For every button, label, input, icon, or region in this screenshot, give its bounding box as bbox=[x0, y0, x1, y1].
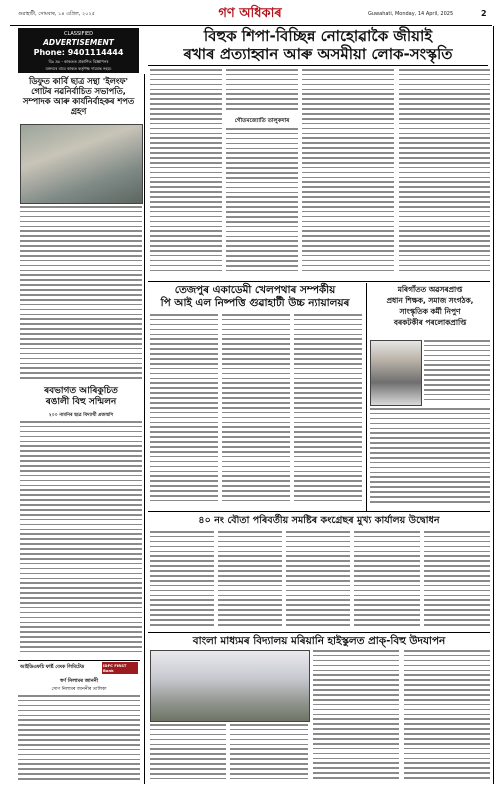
top-article-col-2b bbox=[226, 128, 298, 279]
masthead-rule bbox=[10, 25, 492, 26]
bottom-headline-top-rule bbox=[148, 632, 490, 633]
lower-article-col-1 bbox=[150, 531, 214, 629]
left-body-text bbox=[20, 206, 142, 384]
bottom-article-col-c bbox=[313, 650, 399, 784]
lower-article-col-5 bbox=[424, 531, 490, 629]
classified-box bbox=[18, 28, 139, 73]
top-article-col-2 bbox=[226, 69, 298, 115]
left-mid-headline-line-1: ৰবভাগত আৰিকুচিত bbox=[44, 386, 118, 396]
left-headline: ডিফুত কাৰ্বি ছাত্ৰ সন্থা 'ইলংফ' গোটৰ নৱনিৰ্বাচিত সভাপতি, সম্পাদক আৰু কাৰ্যনিৰ্বাহকৰ শপত গ্ৰহণ bbox=[22, 76, 135, 116]
lower-headline-top-rule bbox=[148, 511, 490, 512]
lower-headline: ৪০ নং বৌতা পৰিবৰ্তীয় সমষ্টিৰ কংগ্ৰেছৰ মুখ্য কাৰ্যালয় উদ্বোধন bbox=[198, 515, 440, 526]
top-article-byline: গৌতমজ্যোতি তালুকদাৰ bbox=[234, 118, 290, 124]
top-article-col-1 bbox=[150, 69, 222, 279]
mid-right-column-rule bbox=[366, 283, 367, 511]
left-mid-body-text bbox=[20, 421, 142, 657]
top-headline-rule bbox=[148, 65, 488, 66]
bottom-article-photo bbox=[150, 650, 310, 722]
bottom-headline: বাংলা মাধ্যমৰ বিদ্যালয় মৰিয়ানি হাইস্কুলত প্ৰাক্-বিহু উদযাপন bbox=[192, 635, 446, 647]
classified-label: CLASSIFIED bbox=[64, 31, 93, 37]
date-left: গুৱাহাটী, সোমবাৰ, ১৪ এপ্ৰিল, ২০২৫ bbox=[18, 11, 95, 17]
bank-notice bbox=[18, 662, 140, 784]
column-rule-right bbox=[493, 26, 494, 784]
left-article-photo bbox=[20, 124, 143, 204]
bank-notice-heading: স্বৰ্ণ নিলামৰ জাননী bbox=[59, 678, 99, 684]
top-article-col-4 bbox=[399, 69, 490, 279]
bank-notice-subheading: সোণ নিলামৰ জাননীৰ তালিকা bbox=[51, 687, 107, 692]
bank-logo: IDFC FIRST Bank bbox=[102, 662, 138, 674]
classified-phone: Phone: 9401114444 bbox=[33, 48, 124, 57]
right-article-text-b bbox=[370, 408, 490, 510]
right-headline-line-2: প্ৰধান শিক্ষক, সমাজ সংগঠক, bbox=[386, 296, 474, 305]
date-right: Guwahati, Monday, 14 April, 2025 bbox=[368, 11, 454, 17]
top-headline-line-1: বিহুক শিপা-বিচ্ছিন্ন নোহোৱাকৈ জীয়াই bbox=[203, 27, 433, 45]
logo-text: গণ অধিকাৰ bbox=[218, 6, 282, 21]
mid-article-col-2 bbox=[222, 314, 290, 510]
top-article-col-3 bbox=[302, 69, 394, 279]
left-mid-headline bbox=[20, 386, 142, 408]
top-article-bottom-rule bbox=[148, 281, 490, 282]
mid-headline bbox=[148, 284, 362, 310]
lower-article-col-3 bbox=[286, 531, 350, 629]
masthead bbox=[0, 0, 500, 26]
bottom-article-col-d bbox=[404, 650, 490, 784]
column-rule-left bbox=[144, 74, 145, 784]
left-mid-headline-line-2: ৰঙালী বিহু সন্মিলন bbox=[45, 397, 117, 407]
top-headline bbox=[148, 27, 488, 63]
mid-article-col-3 bbox=[294, 314, 362, 510]
classified-note-1: বিঃ দ্ৰঃ - কাকতত প্ৰকাশিত বিজ্ঞাপনৰ bbox=[48, 59, 109, 64]
mid-article-col-1 bbox=[150, 314, 218, 510]
lower-article-col-2 bbox=[218, 531, 282, 629]
obituary-portrait bbox=[370, 340, 422, 406]
newspaper-logo bbox=[196, 2, 304, 22]
page-number: 2 bbox=[481, 9, 487, 18]
mid-headline-line-1: তেজপুৰ একাডেমী খেলপথাৰ সম্পৰ্কীয় bbox=[174, 284, 336, 296]
right-headline bbox=[368, 284, 492, 328]
right-headline-line-1: মৰিগাঁতত অৱসৰপ্ৰাপ্ত bbox=[397, 285, 463, 294]
lower-article-col-4 bbox=[354, 531, 420, 629]
classified-title: ADVERTISEMENT bbox=[43, 38, 114, 47]
bottom-article-col-a bbox=[150, 724, 226, 784]
bank-notice-title: আইডিএফচি ফাৰ্ষ্ট বেংক লিমিটেড bbox=[20, 665, 84, 670]
right-headline-line-4: বৰকটকীৰ পৰলোকপ্ৰাপ্তি bbox=[393, 318, 467, 327]
bank-notice-top-rule bbox=[18, 660, 140, 661]
right-article-text-a bbox=[424, 340, 490, 404]
bottom-article-col-b bbox=[230, 724, 308, 784]
classified-note-2: বক্তব্যৰ বাবে কাকত কৰ্তৃপক্ষ দায়বদ্ধ নহয়। bbox=[45, 66, 112, 71]
right-headline-line-3: সাংস্কৃতিক কৰ্মী নিপুণ bbox=[399, 307, 461, 316]
top-headline-line-2: ৰখাৰ প্ৰত্যাহ্বান আৰু অসমীয়া লোক-সংস্কৃতি bbox=[183, 45, 453, 63]
mid-headline-line-2: পি আই এল নিষ্পত্তি গুৱাহাটী উচ্চ ন্যায়ালয়ৰ bbox=[160, 297, 350, 309]
bank-notice-body bbox=[18, 695, 140, 783]
left-mid-subhead: ২০০ নামনিৰ ছাত্ৰ বিদ্যাৰ্থী প্ৰজন্মণি bbox=[48, 413, 114, 418]
